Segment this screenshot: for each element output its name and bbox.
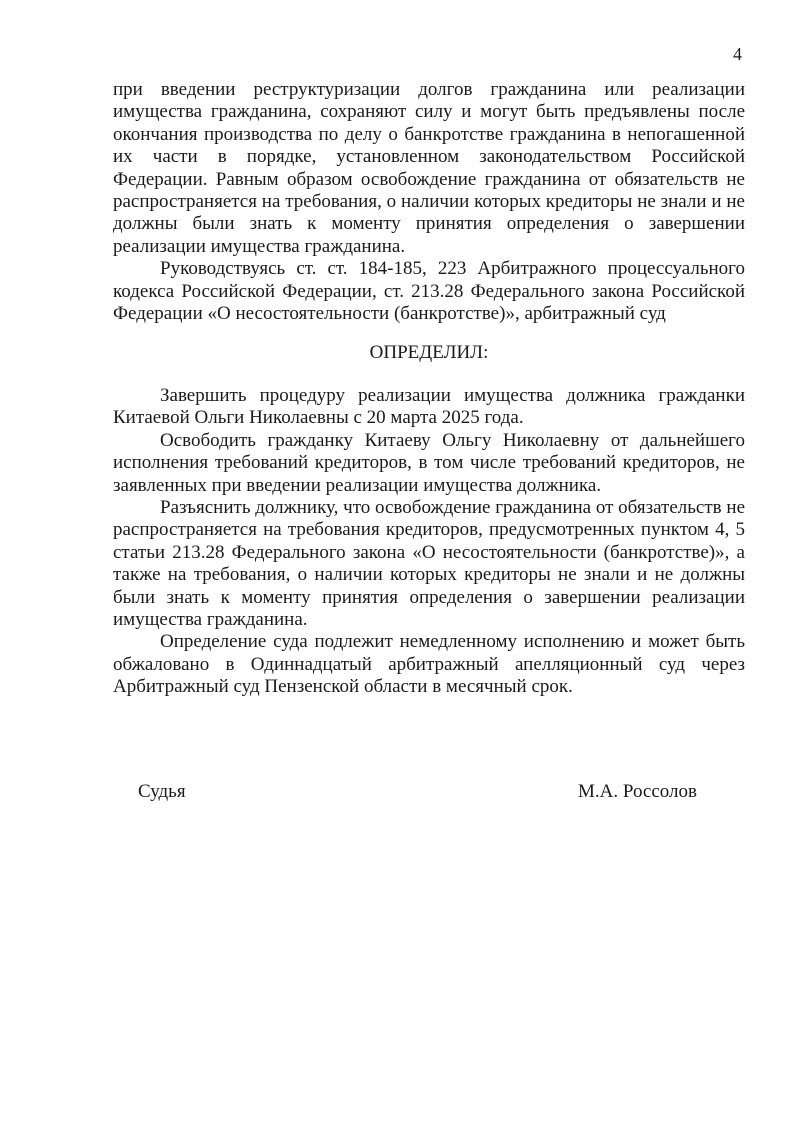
signature-name: М.А. Россолов <box>577 780 697 802</box>
document-body <box>113 79 745 803</box>
document-paragraph: Разъяснить должнику, что освобождение гражданина от обязательств не распространяется на требования кредиторов, предусмотренных пунктом 4, 5 статьи 213.28 Федерального закона «О несостоятельности (банкротстве)», а также на требования, о наличии которых кредиторы не знали и не должны были знать к моменту принятия определения о завершении реализации имущества гражданина. <box>113 496 745 630</box>
signature-role: Судья <box>138 780 186 802</box>
document-paragraph: Определение суда подлежит немедленному исполнению и может быть обжаловано в Одиннадцатый арбитражный апелляционный суд через Арбитражный суд Пензенской области в месячный срок. <box>113 631 745 698</box>
page-number: 4 <box>733 44 742 64</box>
document-paragraph: Завершить процедуру реализации имущества должника гражданки Китаевой Ольги Николаевны с 20 марта 2025 года. <box>113 384 745 429</box>
document-paragraph: Освободить гражданку Китаеву Ольгу Николаевну от дальнейшего исполнения требований кредиторов, в том числе требований кредиторов, не заявленных при введении реализации имущества должника. <box>113 429 745 496</box>
document-paragraph: Руководствуясь ст. ст. 184-185, 223 Арбитражного процессуального кодекса Российской Федерации, ст. 213.28 Федерального закона Российской Федерации «О несостоятельности (банкротстве)», арбитражный суд <box>113 258 745 325</box>
ruling-heading: ОПРЕДЕЛИЛ: <box>369 342 489 364</box>
document-paragraph: при введении реструктуризации долгов гражданина или реализации имущества гражданина, сохраняют силу и могут быть предъявлены после окончания производства по делу о банкротстве гражданина в непогашенной их части в порядке, установленном законодательством Российской Федерации. Равным образом освобождение гражданина от обязательств не распространяется на требования, о наличии которых кредиторы не знали и не должны были знать к моменту принятия определения о завершении реализации имущества гражданина. <box>113 79 745 257</box>
signature-row <box>113 781 745 803</box>
